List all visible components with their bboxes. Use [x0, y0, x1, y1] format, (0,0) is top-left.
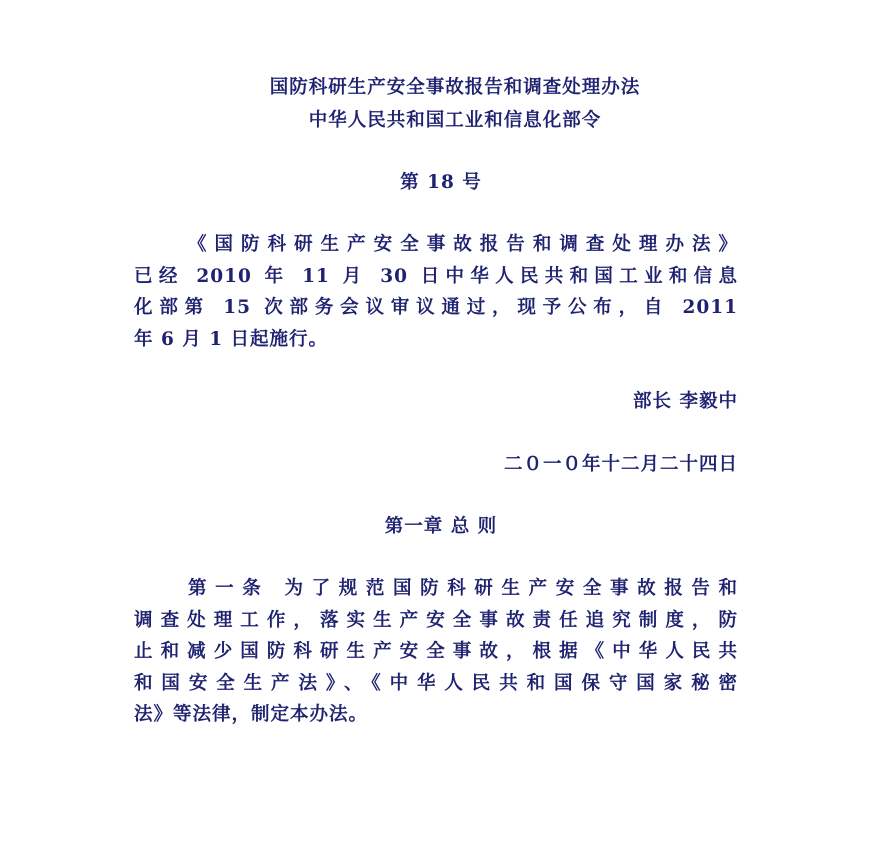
preamble-line: 《国防科研生产安全事故报告和调查处理办法》 — [188, 234, 738, 255]
article-line: 和国安全生产法》、《中华人民共和国保守国家秘密 — [134, 673, 738, 694]
article-line: 止和减少国防科研生产安全事故，根据《中华人民共 — [134, 641, 738, 662]
article-line: 调查处理工作，落实生产安全事故责任追究制度，防 — [134, 610, 738, 631]
document-subtitle: 中华人民共和国工业和信息化部令 — [308, 110, 602, 131]
order-number: 第 18 号 — [400, 172, 482, 193]
preamble-line: 年 6 月 1 日起施行。 — [134, 329, 329, 350]
preamble-line: 已经 2010 年 11 月 30 日中华人民共和国工业和信息 — [134, 266, 738, 287]
preamble-line: 化部第 15 次部务会议审议通过，现予公布，自 2011 — [134, 297, 738, 318]
issue-date: 二０一０年十二月二十四日 — [503, 454, 738, 475]
document-title: 国防科研生产安全事故报告和调查处理办法 — [269, 77, 641, 98]
signature: 部长 李毅中 — [633, 391, 738, 412]
chapter-title: 第一章 总 则 — [384, 516, 498, 537]
article-line: 第一条 为了规范国防科研生产安全事故报告和 — [188, 578, 738, 599]
article-line: 法》等法律，制定本办法。 — [134, 704, 369, 725]
